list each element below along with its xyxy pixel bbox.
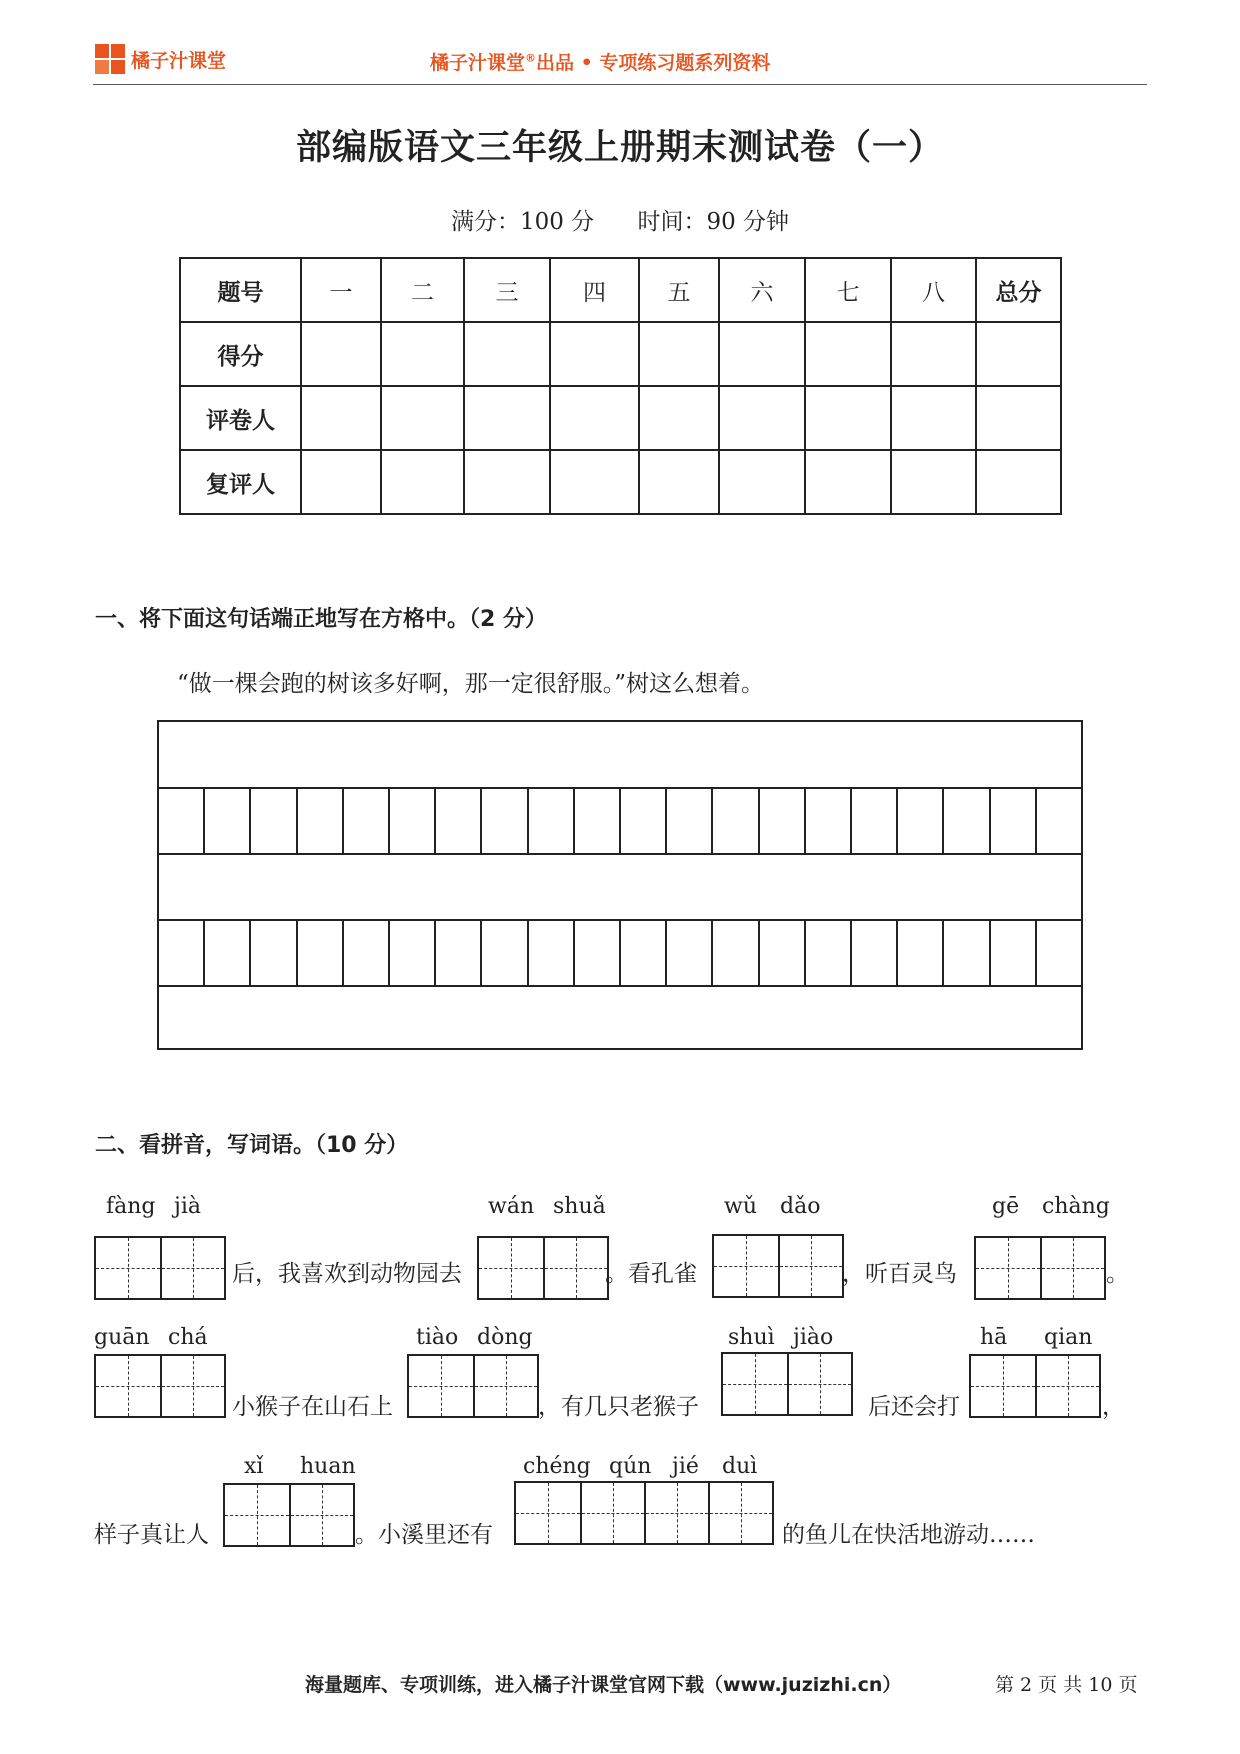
- sentence-text: 。小溪里还有: [355, 1522, 493, 1548]
- pinyin: qian: [1044, 1325, 1093, 1350]
- sentence-text: 样子真让人: [94, 1522, 209, 1548]
- sentence-text: 。: [1106, 1261, 1129, 1287]
- pinyin: jià: [174, 1194, 201, 1219]
- pinyin: tiào: [416, 1325, 459, 1350]
- tianzige-box[interactable]: [477, 1236, 609, 1300]
- score-cell[interactable]: [464, 450, 550, 514]
- score-cell[interactable]: [891, 322, 976, 386]
- writing-grid[interactable]: [157, 720, 1083, 1050]
- header-cell: 八: [891, 258, 976, 322]
- question-1-heading: 一、将下面这句话端正地写在方格中。（2 分）: [95, 607, 547, 632]
- pinyin: jiào: [793, 1325, 834, 1350]
- tianzige-box[interactable]: [969, 1354, 1101, 1418]
- pinyin: jié: [672, 1454, 699, 1479]
- header-text: [430, 48, 770, 75]
- sentence-text: 小猴子在山石上: [232, 1394, 393, 1420]
- header-cell: 四: [550, 258, 639, 322]
- score-cell[interactable]: [464, 386, 550, 450]
- pinyin: huan: [300, 1454, 356, 1479]
- pinyin: dǎo: [780, 1194, 821, 1219]
- pinyin: chéng: [523, 1454, 591, 1479]
- header-cell: 题号: [180, 258, 301, 322]
- pinyin: xǐ: [244, 1454, 264, 1479]
- question-1-sentence: “做一棵会跑的树该多好啊，那一定很舒服。”树这么想着。: [177, 671, 765, 697]
- score-cell[interactable]: [719, 386, 805, 450]
- sentence-text: ，: [1102, 1394, 1125, 1420]
- score-cell[interactable]: [891, 450, 976, 514]
- pinyin: wǔ: [724, 1194, 757, 1219]
- score-cell[interactable]: [381, 322, 464, 386]
- logo-icon: [95, 44, 125, 74]
- pinyin: shuì: [728, 1325, 775, 1350]
- sentence-text: ，听百灵鸟: [842, 1261, 957, 1287]
- tianzige-box[interactable]: [223, 1483, 355, 1547]
- pinyin: shuǎ: [553, 1194, 606, 1219]
- grid-cell-row: [159, 919, 1081, 985]
- score-cell[interactable]: [639, 322, 719, 386]
- tianzige-box[interactable]: [712, 1234, 844, 1298]
- sentence-text: 后还会打: [868, 1394, 960, 1420]
- table-row: [180, 386, 1061, 450]
- page-title: 部编版语文三年级上册期末测试卷（一）: [295, 128, 944, 168]
- tianzige-box[interactable]: [407, 1354, 539, 1418]
- score-cell[interactable]: [301, 386, 381, 450]
- grid-line: [159, 985, 1081, 987]
- full-marks: 满分：100 分: [450, 209, 595, 235]
- header-rest: 出品 • 专项练习题系列资料: [536, 52, 771, 74]
- score-cell[interactable]: [805, 450, 891, 514]
- sentence-text: ，有几只老猴子: [538, 1394, 699, 1420]
- score-table: [179, 257, 1062, 515]
- brand-logo: [95, 42, 255, 76]
- pinyin: chàng: [1042, 1194, 1110, 1219]
- score-cell[interactable]: [381, 386, 464, 450]
- pinyin: guān: [94, 1325, 150, 1350]
- score-cell[interactable]: [301, 322, 381, 386]
- row-label: 评卷人: [180, 386, 301, 450]
- footer-text: 海量题库、专项训练，进入橘子汁课堂官网下载（www.juzizhi.cn）: [305, 1674, 902, 1696]
- score-cell[interactable]: [719, 322, 805, 386]
- pinyin: duì: [722, 1454, 758, 1479]
- score-cell[interactable]: [550, 386, 639, 450]
- header-divider: [93, 84, 1147, 85]
- score-table-header: [180, 258, 1061, 322]
- score-cell[interactable]: [891, 386, 976, 450]
- score-cell[interactable]: [805, 386, 891, 450]
- tianzige-box[interactable]: [94, 1236, 226, 1300]
- score-cell[interactable]: [976, 386, 1061, 450]
- question-2-heading: 二、看拼音，写词语。（10 分）: [95, 1133, 409, 1158]
- pinyin: hā: [980, 1325, 1008, 1350]
- tianzige-box[interactable]: [721, 1352, 853, 1416]
- tianzige-box[interactable]: [514, 1481, 774, 1545]
- score-cell[interactable]: [381, 450, 464, 514]
- pinyin: fàng: [106, 1194, 156, 1219]
- pinyin: wán: [488, 1194, 535, 1219]
- logo-text: 橘子汁课堂: [131, 49, 227, 72]
- sentence-text: 后，我喜欢到动物园去: [232, 1261, 462, 1287]
- score-cell[interactable]: [976, 450, 1061, 514]
- sentence-text: 的鱼儿在快活地游动……: [782, 1522, 1035, 1548]
- table-row: [180, 322, 1061, 386]
- header-cell: 一: [301, 258, 381, 322]
- grid-line: [159, 853, 1081, 855]
- header-cell: 七: [805, 258, 891, 322]
- tianzige-box[interactable]: [94, 1354, 226, 1418]
- pinyin: dòng: [477, 1325, 533, 1350]
- score-cell[interactable]: [464, 322, 550, 386]
- table-row: [180, 450, 1061, 514]
- row-label: 得分: [180, 322, 301, 386]
- score-cell[interactable]: [301, 450, 381, 514]
- header-brand: 橘子汁课堂: [430, 52, 526, 74]
- header-cell: 二: [381, 258, 464, 322]
- header-cell: 总分: [976, 258, 1061, 322]
- pinyin: chá: [168, 1325, 208, 1350]
- registered-mark: ®: [525, 51, 537, 65]
- score-cell[interactable]: [550, 322, 639, 386]
- header-cell: 三: [464, 258, 550, 322]
- time-limit: 时间：90 分钟: [637, 209, 790, 235]
- pinyin: gē: [992, 1194, 1020, 1219]
- header-cell: 五: [639, 258, 719, 322]
- row-label: 复评人: [180, 450, 301, 514]
- grid-cell-row: [159, 787, 1081, 853]
- score-cell[interactable]: [550, 450, 639, 514]
- tianzige-box[interactable]: [974, 1236, 1106, 1300]
- exam-info: [0, 203, 1240, 236]
- page-number: 第 2 页 共 10 页: [995, 1674, 1138, 1696]
- score-cell[interactable]: [639, 386, 719, 450]
- pinyin: qún: [609, 1454, 652, 1479]
- sentence-text: 。看孔雀: [605, 1261, 697, 1287]
- header-cell: 六: [719, 258, 805, 322]
- score-cell[interactable]: [976, 322, 1061, 386]
- score-cell[interactable]: [805, 322, 891, 386]
- score-cell[interactable]: [719, 450, 805, 514]
- score-cell[interactable]: [639, 450, 719, 514]
